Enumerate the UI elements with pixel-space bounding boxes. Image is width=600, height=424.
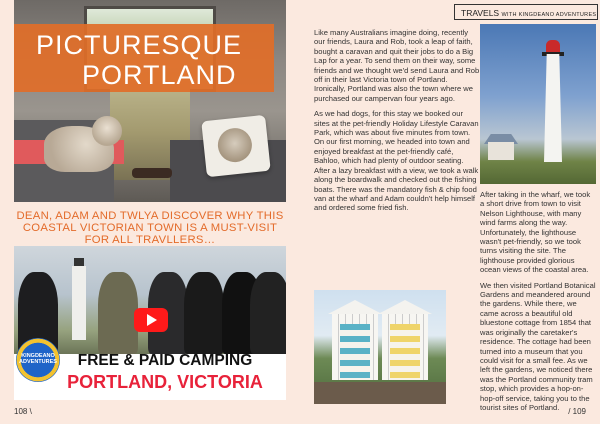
group-selfie-photo bbox=[14, 246, 286, 354]
section-header-main: TRAVELS bbox=[461, 8, 500, 18]
article-title-line1: PICTURESQUE bbox=[36, 30, 243, 60]
dog-pillow bbox=[201, 115, 271, 177]
hero-photo-campervan-interior bbox=[14, 0, 286, 202]
video-caption-line1: FREE & PAID CAMPING bbox=[77, 352, 253, 369]
article-subheading: DEAN, ADAM AND TWLYA DISCOVER WHY THIS COASTAL VICTORIAN TOWN IS A MUST-VISIT FOR ALL TRAVLLERS… bbox=[16, 210, 284, 246]
lighthouse-photo bbox=[480, 24, 596, 184]
section-header bbox=[454, 4, 598, 20]
body-column-b bbox=[480, 190, 596, 418]
lighthouse-background bbox=[72, 266, 86, 340]
beach-hut-yellow bbox=[382, 300, 428, 380]
video-caption-line2: PORTLAND, VICTORIA bbox=[67, 372, 263, 392]
play-icon[interactable] bbox=[134, 308, 168, 332]
section-header-small: WITH KINGDEANO ADVENTURES bbox=[501, 12, 597, 18]
page-number-left: 108 \ bbox=[14, 407, 32, 416]
paragraph: We then visited Portland Botanical Gardens and meandered around the gardens. While there, we came across a beautiful old bluestone cottage from 1854 that was originally the caretaker's residence. The cottage had been turned into a museum that you could visit for a small fee. As we left the gardens, we noticed there was the Portland community tram stop, which provides a hop-on-hop-off service, taking you to the tourist sites of Portland. bbox=[480, 280, 596, 412]
video-thumbnail[interactable] bbox=[14, 246, 286, 400]
page-number-right: / 109 bbox=[568, 407, 586, 416]
article-title-line2: PORTLAND bbox=[82, 60, 237, 90]
badge-text: KINGDEANO ADVENTURES bbox=[19, 353, 57, 365]
paragraph: As we had dogs, for this stay we booked our sites at the pet-friendly Holiday Lifestyle Caravan Park, which was about five minutes from town. On our first morning, we headed into town and enjoyed breakfast at the pet-friendly café, Bahloo, which had plenty of outdoor seating. After a lazy breakfast with a view, we took a walk along the boardwalk and checked out the fishing boats. There was the mandatory fish & chip food van at the wharf and Adam couldn't help himself and ordered some fried fish. bbox=[314, 109, 479, 213]
lighthouse-tower bbox=[544, 54, 562, 162]
beach-hut-blue bbox=[332, 300, 378, 380]
beach-huts-photo bbox=[314, 290, 446, 404]
paragraph: Like many Australians imagine doing, recently our friends, Laura and Rob, took a leap of faith, bought a caravan and quit their jobs to do a Big Lap for a year. To send them on their way, some friends and we thought we'd send Laura and Rob off in their last Victoria town of Portland. Ironically, Portland was also the town where we purchased our campervan four years ago. bbox=[314, 28, 480, 103]
body-column-a bbox=[314, 28, 480, 219]
right-page bbox=[300, 0, 600, 424]
paragraph: After taking in the wharf, we took a short drive from town to visit Nelson Lighthouse, with many wind farms along the way. Unfortunately, the lighthouse wasn't pet-friendly, so we took turns visiting the site. The lighthouse provided glorious ocean views of the coastal area. bbox=[480, 190, 591, 275]
